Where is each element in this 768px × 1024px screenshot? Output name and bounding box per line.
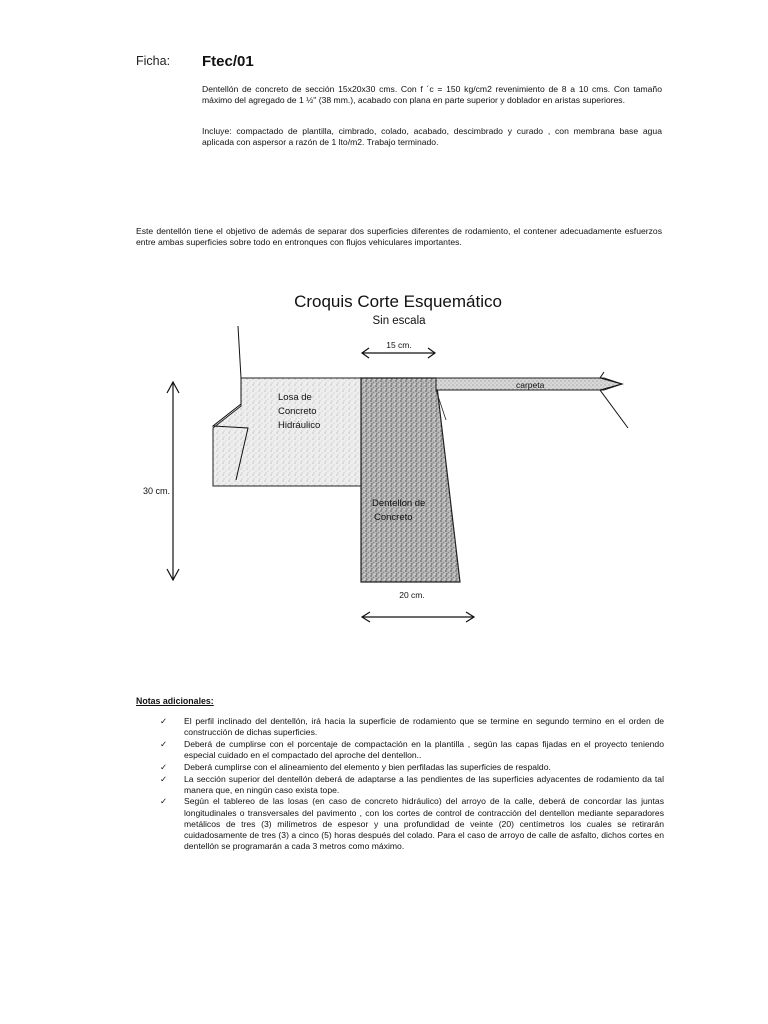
dim-bottom-arrow bbox=[362, 612, 474, 622]
list-item bbox=[160, 774, 664, 796]
dim-bottom-label: 20 cm. bbox=[399, 590, 425, 600]
dentellon-section bbox=[361, 378, 460, 582]
carpeta-label: carpeta bbox=[516, 380, 545, 390]
list-item bbox=[160, 739, 664, 761]
check-icon: ✓ bbox=[160, 761, 168, 772]
dentellon-label-1: Dentellon de bbox=[372, 498, 426, 509]
list-item bbox=[160, 716, 664, 738]
dentellon-label-2: Concreto bbox=[374, 512, 413, 523]
losa-label-3: Hidráulico bbox=[278, 420, 321, 431]
notes-list bbox=[160, 716, 664, 853]
diagram-title: Croquis Corte Esquemático bbox=[294, 292, 502, 311]
note-text: El perfil inclinado del dentellón, irá hacia la superficie de rodamiento que se termine en segundo termino en el orden de construcción de dichas superficies. bbox=[184, 716, 664, 738]
notes-title: Notas adicionales: bbox=[136, 696, 214, 706]
check-icon: ✓ bbox=[160, 773, 168, 784]
ficha-label: Ficha: bbox=[136, 54, 171, 68]
description-paragraph-2: Incluye: compactado de plantilla, cimbrado, colado, acabado, descimbrado y curado , con membrana base agua aplicada con aspersor a razón de 1 lto/m2. Trabajo terminado. bbox=[202, 126, 662, 148]
dim-top-label: 15 cm. bbox=[386, 340, 412, 350]
dim-left-label: 30 cm. bbox=[143, 486, 171, 496]
note-text: Según el tablereo de las losas (en caso de concreto hidráulico) del arroyo de la calle, deberá de concordar las juntas longitudinales o transversales del pavimento , con los cortes de control de contracción del dentellon mediante separadores metálicos de tres (3) milímetros de espesor y una profundidad de veinte (20) centímetros los cuales se retirarán cuidadosamente de tres (3) a cinco (5) horas después del colado. Para el caso de arroyo de calle de asfalto, dichos cortes en dentellón se programarán a cada 3 metros como máximo. bbox=[184, 796, 664, 852]
diagram-subtitle: Sin escala bbox=[372, 315, 426, 327]
check-icon: ✓ bbox=[160, 716, 168, 726]
list-item bbox=[160, 762, 664, 773]
ficha-code: Ftec/01 bbox=[202, 53, 254, 70]
check-icon: ✓ bbox=[160, 738, 168, 749]
losa-label-1: Losa de bbox=[278, 392, 312, 403]
description-paragraph-1: Dentellón de concreto de sección 15x20x30 cms. Con f ´c = 150 kg/cm2 revenimiento de 8 a 10 cms. Con tamaño máximo del agregado de 1 ½" (38 mm.), acabado con plana en parte superior y doblador en aristas superiores. bbox=[202, 84, 662, 106]
list-item bbox=[160, 796, 664, 852]
note-text: La sección superior del dentellón deberá de adaptarse a las pendientes de las superficies adyacentes de rodamiento da tal manera que, en ningún caso exista tope. bbox=[184, 773, 664, 795]
objective-paragraph: Este dentellón tiene el objetivo de además de separar dos superficies diferentes de rodamiento, el contener adecuadamente esfuerzos entre ambas superficies sobre todo en entronques con flujos vehiculares importantes. bbox=[136, 226, 662, 248]
note-text: Deberá de cumplirse con el porcentaje de compactación en la plantilla , según las capas fijadas en el proyecto teniendo especial cuidado en el compactado del aproche del dentellon.. bbox=[184, 738, 664, 761]
dim-left-arrow bbox=[167, 382, 179, 580]
note-text: Deberá cumplirse con el alineamiento del elemento y bien perfiladas las superficies de respaldo. bbox=[184, 761, 551, 772]
check-icon: ✓ bbox=[160, 796, 168, 807]
losa-label-2: Concreto bbox=[278, 406, 317, 417]
